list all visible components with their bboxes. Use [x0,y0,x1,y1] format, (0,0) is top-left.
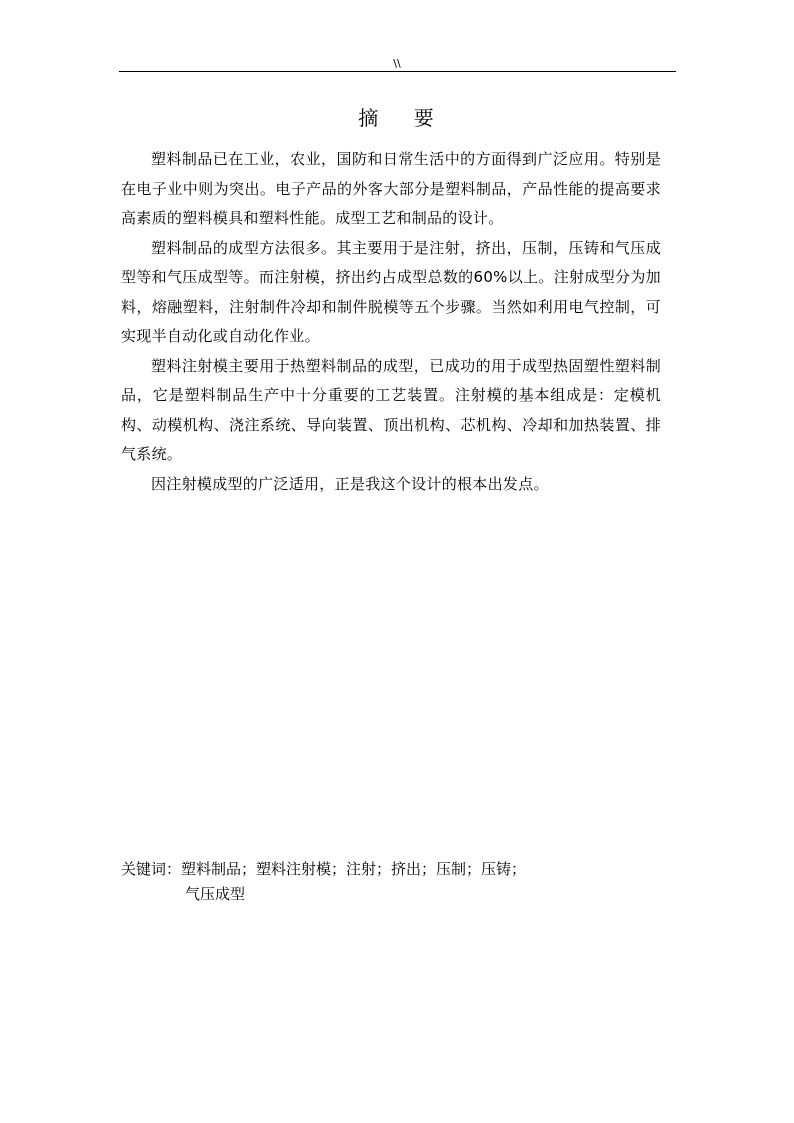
abstract-paragraph-3: 塑料注射模主要用于热塑料制品的成型，已成功的用于成型热固塑性塑料制品，它是塑料制品生产中十分重要的工艺装置。注射模的基本组成是：定模机构、动模机构、浇注系统、导向装置、顶出机构、芯机构、冷却和加热装置、排气系统。 [121,356,661,463]
abstract-body [121,145,661,499]
abstract-paragraph-1: 塑料制品已在工业，农业，国防和日常生活中的方面得到广泛应用。特别是在电子业中则为突出。电子产品的外客大部分是塑料制品，产品性能的提高要求高素质的塑料模具和塑料性能。成型工艺和制品的设计。 [121,150,661,227]
abstract-paragraph-4: 因注射模成型的广泛适用，正是我这个设计的根本出发点。 [151,474,549,493]
keywords-line-1: 关键词：塑料制品；塑料注射模；注射；挤出；压制；压铸； [121,860,527,878]
keywords-section [121,857,661,907]
page-header-text: \\ [393,57,401,70]
header-rule [119,71,676,72]
abstract-title: 摘 要 [358,106,436,130]
abstract-paragraph-2: 塑料制品的成型方法很多。其主要用于是注射，挤出，压制，压铸和气压成型等和气压成型等。而注射模，挤出约占成型总数的60%以上。注射成型分为加料，熔融塑料，注射制件冷却和制件脱模等五个步骤。当然如利用电气控制，可实现半自动化或自动化作业。 [121,238,661,345]
keywords-line-2: 气压成型 [185,885,246,903]
